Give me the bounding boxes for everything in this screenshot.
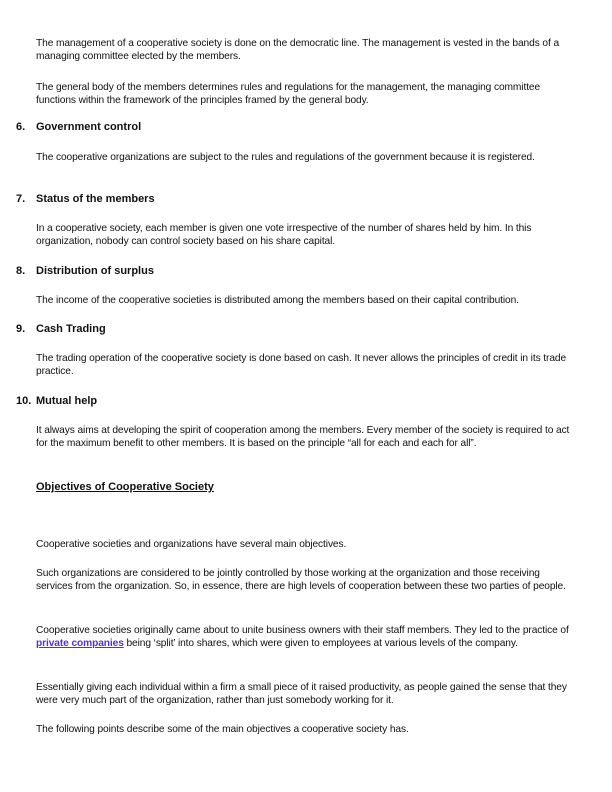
private-companies-link[interactable]: private companies	[36, 638, 124, 649]
intro-paragraph-management: The management of a cooperative society is done on the democratic line. The management is vested in the bands of a managing committee elected by the members.	[36, 38, 560, 62]
objectives-paragraph-productivity: Essentially giving each individual within a firm a small piece of it raised productivity, as people gained the sense that they were very much part of the organization, rather than just somebody working for it.	[36, 682, 567, 706]
feature-title: Mutual help	[36, 395, 98, 407]
feature-title: Cash Trading	[36, 323, 106, 335]
feature-number: 9.	[16, 323, 26, 335]
feature-number: 6.	[16, 121, 26, 133]
feature-heading-distribution-of-surplus	[16, 264, 576, 278]
feature-title: Status of the members	[36, 193, 155, 205]
origins-text-after-link: being ‘split’ into shares, which were given to employees at various levels of the company.	[123, 638, 518, 649]
feature-heading-mutual-help	[16, 394, 576, 408]
objectives-paragraph-intro: Cooperative societies and organizations have several main objectives.	[36, 539, 347, 550]
intro-paragraph-general-body: The general body of the members determines rules and regulations for the management, the managing committee functions within the framework of the principles framed by the general body.	[36, 82, 541, 106]
objectives-paragraph-following-points: The following points describe some of the main objectives a cooperative society has.	[36, 724, 409, 735]
feature-text-cash-trading: The trading operation of the cooperative society is done based on cash. It never allows the principles of credit in its trade practice.	[36, 353, 567, 377]
origins-text-before-link: Cooperative societies originally came about to unite business owners with their staff members. They led to the practice of	[36, 625, 569, 636]
feature-number: 10.	[16, 395, 32, 407]
objectives-paragraph-origins	[36, 624, 576, 650]
feature-heading-cash-trading	[16, 322, 576, 336]
section-title-objectives: Objectives of Cooperative Society	[36, 481, 214, 493]
feature-heading-status-of-members	[16, 192, 576, 206]
feature-number: 8.	[16, 265, 26, 277]
feature-heading-government-control	[16, 120, 576, 134]
feature-text-mutual-help: It always aims at developing the spirit of cooperation among the members. Every member of the society is required to act for the maximum benefit to other members. It is based on the principle “all for each and each for all”.	[36, 425, 570, 449]
feature-text-government-control: The cooperative organizations are subject to the rules and regulations of the government because it is registered.	[36, 152, 535, 163]
feature-number: 7.	[16, 193, 26, 205]
feature-text-distribution-of-surplus: The income of the cooperative societies is distributed among the members based on their capital contribution.	[36, 295, 519, 306]
objectives-paragraph-joint-control: Such organizations are considered to be jointly controlled by those working at the organization and those receiving services from the organization. So, in essence, there are high levels of cooperation between these two parties of people.	[36, 568, 566, 592]
feature-title: Government control	[36, 121, 142, 133]
feature-title: Distribution of surplus	[36, 265, 154, 277]
feature-text-status-of-members: In a cooperative society, each member is given one vote irrespective of the number of shares held by him. In this organization, nobody can control society based on his share capital.	[36, 223, 532, 247]
